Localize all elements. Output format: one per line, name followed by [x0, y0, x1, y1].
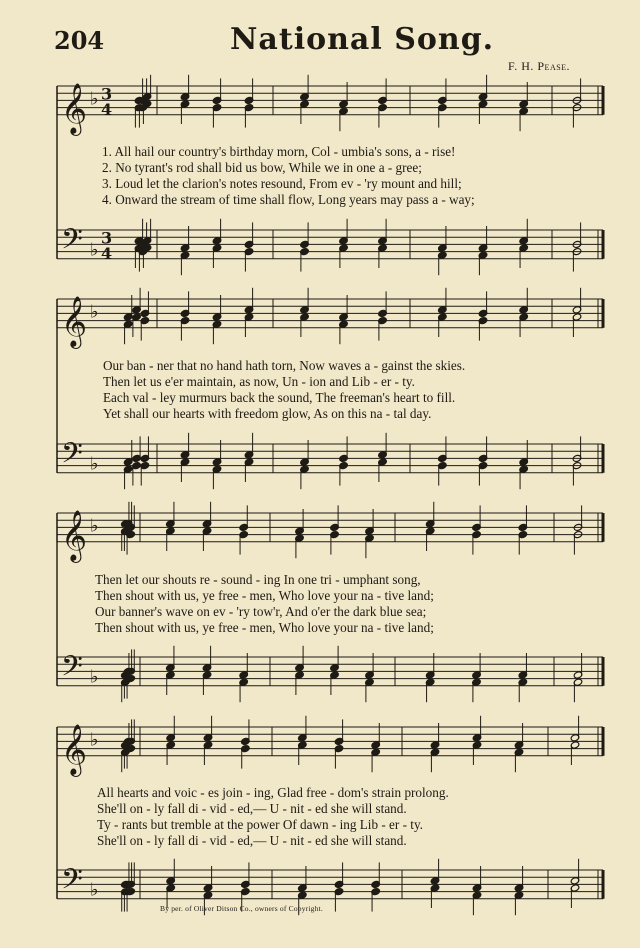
lyric-line: 3. Loud let the clarion's notes resound, From ev - 'ry mount and hill;: [102, 176, 462, 191]
lyric-line: Our ban - ner that no hand hath torn, Now waves a - gainst the skies.: [103, 358, 466, 373]
flat-icon: ♭: [90, 88, 99, 110]
lyric-line: Yet shall our hearts with freedom glow, As on this na - tal day.: [103, 406, 432, 421]
lyric-line: Then let our shouts re - sound - ing In one tri - umphant song,: [95, 572, 421, 587]
treble-clef-icon: 𝄞: [61, 723, 88, 775]
lyric-line: Then let us e'er maintain, as now, Un - ion and Lib - er - ty.: [103, 374, 415, 389]
time-signature-top: 3: [101, 84, 113, 104]
lyric-line: Our banner's wave on ev - 'ry tow'r, And o'er the dark blue sea;: [95, 604, 427, 619]
treble-clef-icon: 𝄞: [61, 82, 88, 134]
lyric-line: Then shout with us, ye free - men, Who love your na - tive land;: [95, 620, 434, 635]
lyrics-system-1: [102, 144, 475, 208]
lyric-line: 4. Onward the stream of time shall flow, Long years may pass a - way;: [102, 192, 475, 207]
lyrics-system-4: [97, 785, 449, 849]
composer-credit: F. H. Pease.: [508, 59, 571, 73]
lyric-line: Ty - rants but tremble at the power Of dawn - ing Lib - er - ty.: [97, 817, 423, 832]
copyright-notice: By per. of Oliver Ditson Co., owners of Copyright.: [160, 904, 323, 913]
bass-clef-icon: 𝄢: [61, 650, 83, 690]
flat-icon: ♭: [90, 239, 99, 261]
treble-clef-icon: 𝄞: [61, 509, 88, 561]
lyrics-system-3: [95, 572, 434, 636]
lyric-line: 2. No tyrant's rod shall bid us bow, While we in one a - gree;: [102, 160, 422, 175]
bass-clef-icon: 𝄢: [61, 863, 83, 903]
song-title: National Song.: [230, 22, 495, 57]
bass-clef-icon: 𝄢: [61, 223, 83, 263]
flat-icon: ♭: [90, 301, 99, 323]
flat-icon: ♭: [90, 515, 99, 537]
flat-icon: ♭: [90, 453, 99, 475]
lyric-line: Each val - ley murmurs back the sound, The freeman's heart to fill.: [103, 390, 456, 405]
lyric-line: All hearts and voic - es join - ing, Glad free - dom's strain prolong.: [97, 785, 449, 800]
lyric-line: Then shout with us, ye free - men, Who love your na - tive land;: [95, 588, 434, 603]
lyric-line: She'll on - ly fall di - vid - ed,— U - nit - ed she will stand.: [97, 833, 407, 848]
bass-clef-icon: 𝄢: [61, 437, 83, 477]
flat-icon: ♭: [90, 729, 99, 751]
lyric-line: She'll on - ly fall di - vid - ed,— U - nit - ed she will stand.: [97, 801, 407, 816]
flat-icon: ♭: [90, 666, 99, 688]
time-signature-bottom: 4: [101, 243, 113, 263]
treble-clef-icon: 𝄞: [61, 295, 88, 347]
lyrics-system-2: [103, 358, 465, 422]
time-signature-bottom: 4: [101, 99, 113, 119]
page-number: 204: [54, 26, 105, 55]
lyric-line: 1. All hail our country's birthday morn, Col - umbia's sons, a - rise!: [102, 144, 456, 159]
time-signature-top: 3: [101, 228, 113, 248]
flat-icon: ♭: [90, 879, 99, 901]
